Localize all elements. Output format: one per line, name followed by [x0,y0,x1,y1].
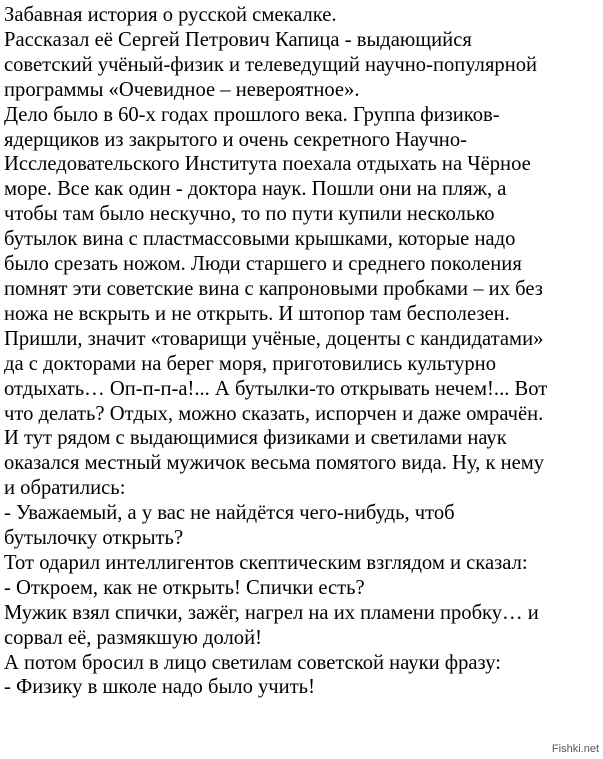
watermark: Fishki.net [551,743,599,755]
story-line: море. Все как один - доктора наук. Пошли они на пляж, а [4,178,507,201]
dialogue-line: - Откроем, как не открыть! Спички есть? [4,576,365,599]
story-line: отдыхать… Оп-п-п-а!... А бутылки-то открывать нечем!... Вот [4,377,548,400]
punchline: - Физику в школе надо было учить! [4,676,315,699]
story-title: Забавная история о русской смекалке. [4,4,337,26]
story-line: ядерщиков из закрытого и очень секретного Научно- [4,128,467,151]
story-line: И тут рядом с выдающимися физиками и светилами наук [4,427,507,450]
story-line: было срезать ножом. Люди старшего и среднего поколения [4,253,522,276]
story-line: помнят эти советские вина с капроновыми пробками – их без [4,277,543,300]
story-line: программы «Очевидное – невероятное». [4,78,360,101]
dialogue-line: - Уважаемый, а у вас не найдётся чего-нибудь, чтоб [4,502,455,525]
story-line: Исследовательского Института поехала отдыхать на Чёрное [4,153,531,176]
story-line: сорвал её, размякшую долой! [4,626,262,649]
story-line: да с докторами на берег моря, приготовились культурно [4,352,496,375]
story-line: бутылок вина с пластмассовыми крышками, которые надо [4,228,516,251]
story-line: и обратились: [4,477,126,500]
story-line: чтобы там было нескучно, то по пути купили несколько [4,203,495,226]
dialogue-line: бутылочку открыть? [4,527,184,550]
story-line: оказался местный мужичок весьма помятого вида. Ну, к нему [4,452,545,475]
story-line: Дело было в 60-х годах прошлого века. Группа физиков- [4,103,500,126]
story-line: ножа не вскрыть и не открыть. И штопор там бесполезен. [4,302,510,325]
story-line: Мужик взял спички, зажёг, нагрел на их пламени пробку… и [4,601,539,624]
story-line: что делать? Отдых, можно сказать, испорчен и даже омрачён. [4,402,544,425]
story-line: советский учёный-физик и телеведущий научно-популярной [4,53,538,76]
story-line: Пришли, значит «товарищи учёные, доценты с кандидатами» [4,327,544,350]
story-line: Рассказал её Сергей Петрович Капица - выдающийся [4,28,472,51]
story-line: Тот одарил интеллигентов скептическим взглядом и сказал: [4,551,528,574]
story-line: А потом бросил в лицо светилам советской науки фразу: [4,651,502,674]
story-text [4,3,600,700]
